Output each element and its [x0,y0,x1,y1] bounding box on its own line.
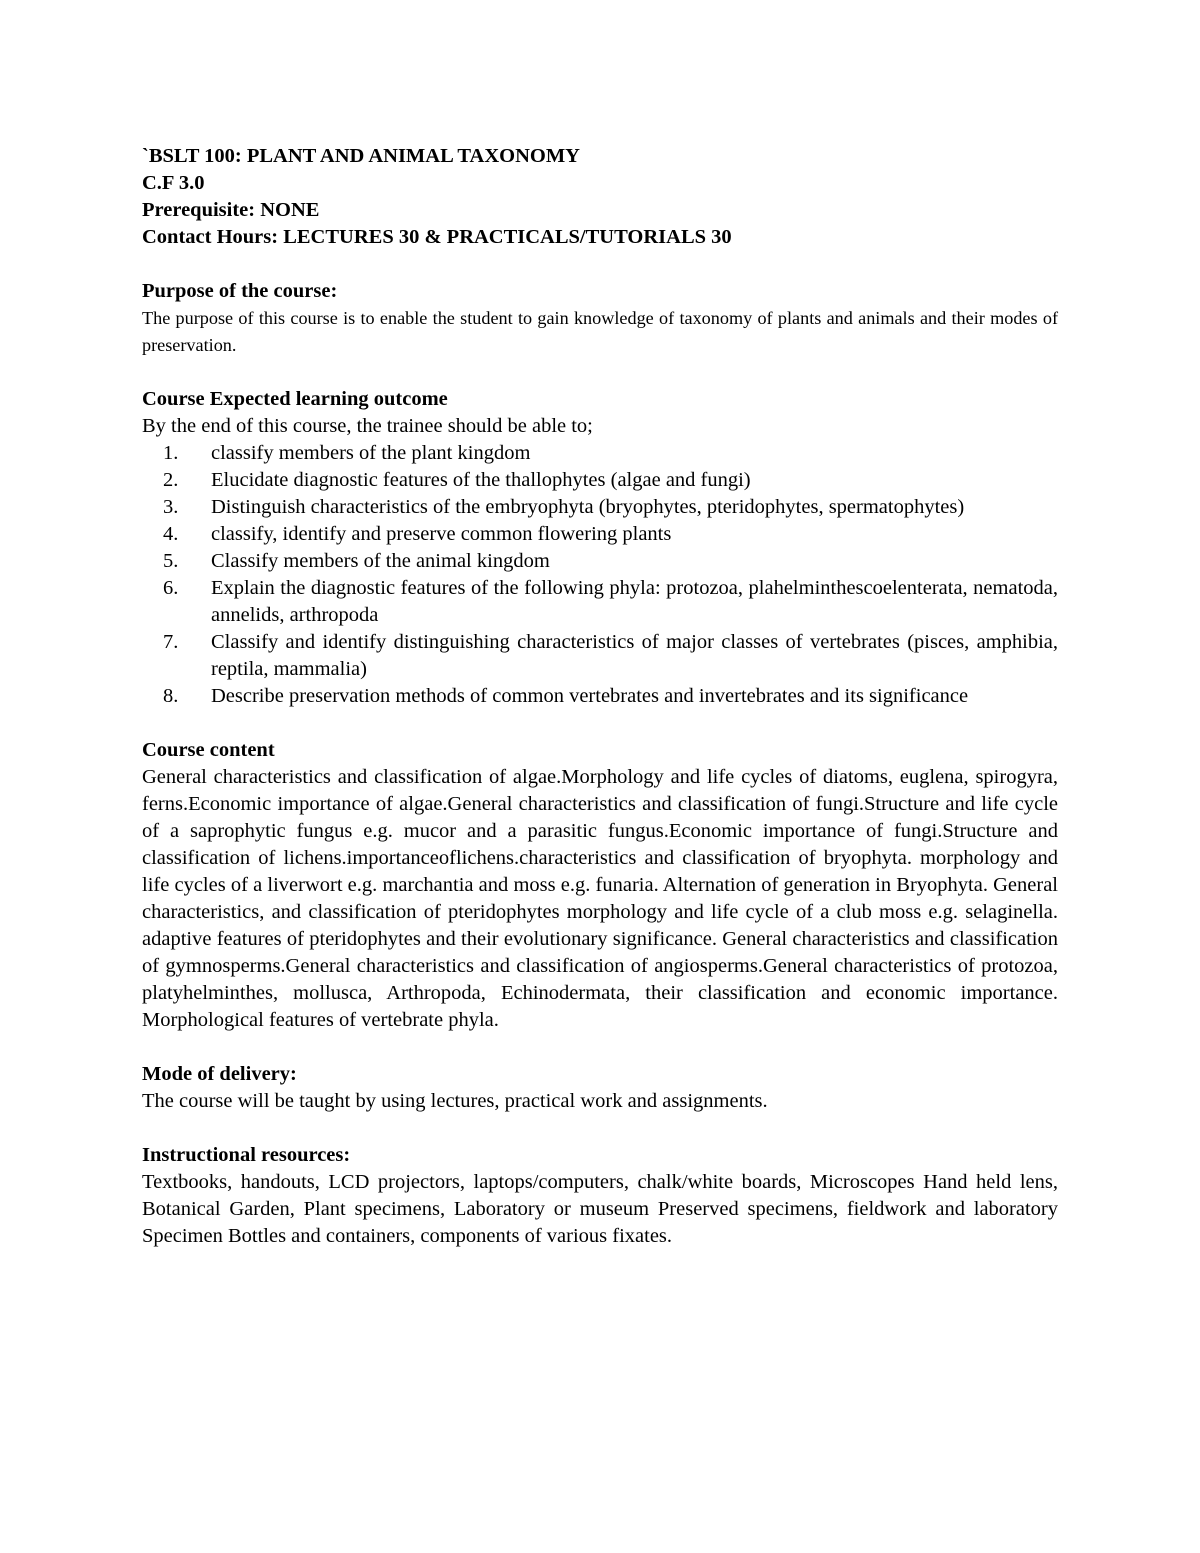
list-item [142,629,1058,683]
content-text: General characteristics and classification of algae.Morphology and life cycles of diatoms, euglena, spirogyra, ferns.Economic importance of algae.General characteristics and classification of fungi.Structure and life cycle of a saprophytic fungus e.g. mucor and a parasitic fungus.Economic importance of fungi.Structure and classification of lichens.importanceoflichens.characteristics and classification of bryophyta. morphology and life cycles of a liverwort e.g. marchantia and moss e.g. funaria. Alternation of generation in Bryophyta. General characteristics, and classification of pteridophytes morphology and life cycle of a club moss e.g. selaginella. adaptive features of pteridophytes and their evolutionary significance. General characteristics and classification of gymnosperms.General characteristics and classification of angiosperms.General characteristics of protozoa, platyhelminthes, mollusca, Arthropoda, Echinodermata, their classification and economic importance. Morphological features of vertebrate phyla. [142,766,1058,1031]
delivery-text: The course will be taught by using lectures, practical work and assignments. [142,1090,768,1112]
resources-section [142,1142,1058,1250]
contact-hours: Contact Hours: LECTURES 30 & PRACTICALS/TUTORIALS 30 [142,226,732,248]
list-number: 5. [163,550,179,572]
list-item-text: classify members of the plant kingdom [211,442,531,464]
list-number: 2. [163,469,179,491]
purpose-section [142,278,1058,359]
prerequisite: Prerequisite: NONE [142,199,320,221]
outcomes-section [142,386,1058,710]
document-page [142,143,1058,1250]
list-item [142,575,1058,629]
list-item-text: classify, identify and preserve common flowering plants [211,523,672,545]
delivery-heading: Mode of delivery: [142,1063,297,1085]
list-item [142,467,1058,494]
list-number: 4. [163,523,179,545]
list-number: 1. [163,442,179,464]
list-item-text: Elucidate diagnostic features of the thallophytes (algae and fungi) [211,469,751,491]
list-number: 3. [163,496,179,518]
list-item [142,494,1058,521]
list-item-text: Explain the diagnostic features of the following phyla: protozoa, plahelminthescoelenterata, nematoda, annelids, arthropoda [211,577,1058,626]
list-number: 8. [163,685,179,707]
list-item-text: Distinguish characteristics of the embryophyta (bryophytes, pteridophytes, spermatophytes) [211,496,965,518]
list-number: 7. [163,631,179,653]
outcomes-intro: By the end of this course, the trainee should be able to; [142,415,593,437]
list-item [142,683,1058,710]
outcomes-heading: Course Expected learning outcome [142,388,448,410]
course-header [142,143,1058,251]
list-item [142,440,1058,467]
content-heading: Course content [142,739,275,761]
list-number: 6. [163,577,179,599]
list-item-text: Classify and identify distinguishing characteristics of major classes of vertebrates (pisces, amphibia, reptila, mammalia) [211,631,1058,680]
resources-heading: Instructional resources: [142,1144,351,1166]
purpose-text: The purpose of this course is to enable the student to gain knowledge of taxonomy of plants and animals and their modes of preservation. [142,308,1058,355]
content-section [142,737,1058,1034]
outcomes-list [142,440,1058,710]
list-item [142,521,1058,548]
resources-text: Textbooks, handouts, LCD projectors, laptops/computers, chalk/white boards, Microscopes Hand held lens, Botanical Garden, Plant specimens, Laboratory or museum Preserved specimens, fieldwork and laboratory Specimen Bottles and containers, components of various fixates. [142,1171,1058,1247]
purpose-heading: Purpose of the course: [142,280,338,302]
course-title: `BSLT 100: PLANT AND ANIMAL TAXONOMY [142,145,580,167]
list-item-text: Describe preservation methods of common vertebrates and invertebrates and its significance [211,685,969,707]
list-item-text: Classify members of the animal kingdom [211,550,550,572]
credit-factor: C.F 3.0 [142,172,205,194]
list-item [142,548,1058,575]
delivery-section [142,1061,1058,1115]
